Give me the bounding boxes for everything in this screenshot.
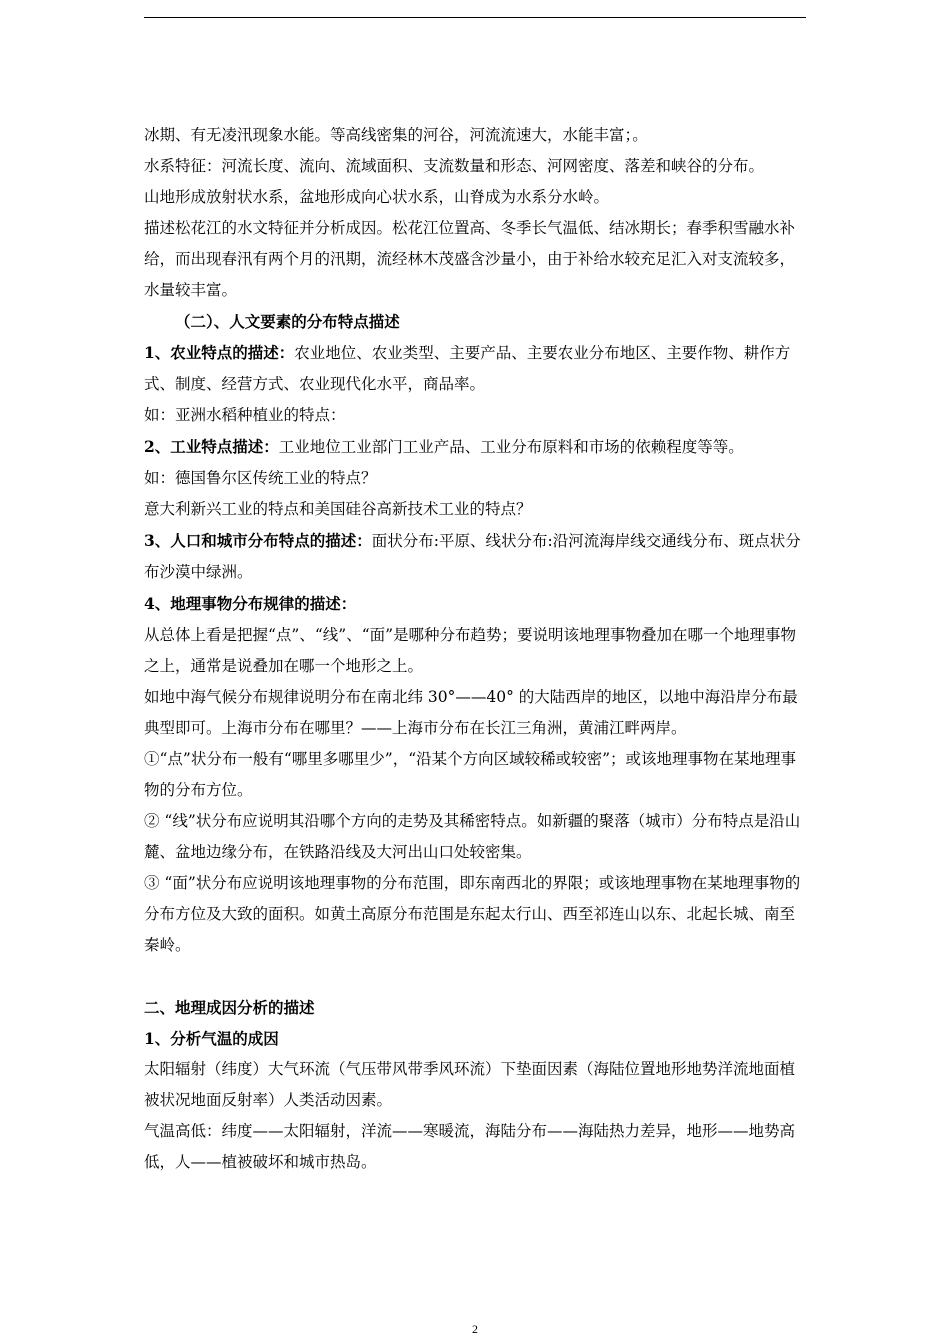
paragraph: 描述松花江的水文特征并分析成因。松花江位置高、冬季长气温低、结冰期长；春季积雪融水补给，而出现春汛有两个月的汛期，流经林木茂盛含沙量小，由于补给水较充足汇入对支流较多，水量较丰富。 [144,219,796,299]
document-body [144,120,808,1178]
item-text: 农业地位、农业类型、主要产品、主要农业分布地区、主要作物、耕作方式、制度、经营方式、农业现代化水平，商品率。 [144,344,791,393]
paragraph: 从总体上看是把握“点”、“线”、“面”是哪种分布趋势；要说明该地理事物叠加在哪一个地理事物之上，通常是说叠加在哪一个地形之上。 [144,626,797,675]
paragraph: ② “线”状分布应说明其沿哪个方向的走势及其稀密特点。如新疆的聚落（城市）分布特点是沿山麓、盆地边缘分布，在铁路沿线及大河出山口处较密集。 [144,812,801,861]
item-label: 1、农业特点的描述： [144,343,295,362]
paragraph: 如：亚洲水稻种植业的特点： [144,406,346,424]
paragraph: 如地中海气候分布规律说明分布在南北纬 30°——40° 的大陆西岸的地区，以地中海沿岸分布最典型即可。上海市分布在哪里？——上海市分布在长江三角洲，黄浦江畔两岸。 [144,688,798,737]
item-text: 工业地位工业部门工业产品、工业分布原料和市场的依赖程度等等。 [278,438,744,456]
paragraph: 气温高低：纬度——太阳辐射，洋流——寒暖流，海陆分布——海陆热力差异，地形——地势高低，人——植被破坏和城市热岛。 [144,1122,796,1171]
paragraph: ①“点”状分布一般有“哪里多哪里少”，“沿某个方向区域较稀或较密”；或该地理事物在某地理事物的分布方位。 [144,750,797,799]
item-label: 2、工业特点描述： [144,437,279,456]
paragraph: 冰期、有无凌汛现象水能。等高线密集的河谷，河流流速大，水能丰富；。 [144,126,648,144]
item-text: 面状分布:平原、线状分布:沿河流海岸线交通线分布、斑点状分布沙漠中绿洲。 [144,532,801,581]
paragraph [144,588,808,620]
paragraph: 太阳辐射（纬度）大气环流（气压带风带季风环流）下垫面因素（海陆位置地形地势洋流地面植被状况地面反射率）人类活动因素。 [144,1060,796,1109]
paragraph: ③ “面”状分布应说明该地理事物的分布范围，即东南西北的界限；或该地理事物在某地理事物的分布方位及大致的面积。如黄土高原分布范围是东起太行山、西至祁连山以东、北起长城、南至秦岭。 [144,874,801,954]
page-number: 2 [472,1322,478,1336]
section-heading: 二、地理成因分析的描述 [144,998,315,1017]
paragraph: 水系特征：河流长度、流向、流域面积、支流数量和形态、河网密度、落差和峡谷的分布。 [144,157,765,175]
paragraph: 山地形成放射状水系，盆地形成向心状水系，山脊成为水系分水岭。 [144,188,610,206]
item-label: 3、人口和城市分布特点的描述： [144,531,372,550]
paragraph [144,525,808,588]
paragraph [144,337,808,400]
paragraph: 如：德国鲁尔区传统工业的特点？ [144,469,377,487]
section-heading: 1、分析气温的成因 [144,1029,279,1048]
paragraph: 意大利新兴工业的特点和美国硅谷高新技术工业的特点？ [144,500,532,518]
header-rule [144,17,806,18]
item-label: 4、地理事物分布规律的描述： [144,594,357,613]
blank-line [144,961,808,992]
subsection-heading: （二）、人文要素的分布特点描述 [175,312,400,331]
paragraph [144,431,808,463]
